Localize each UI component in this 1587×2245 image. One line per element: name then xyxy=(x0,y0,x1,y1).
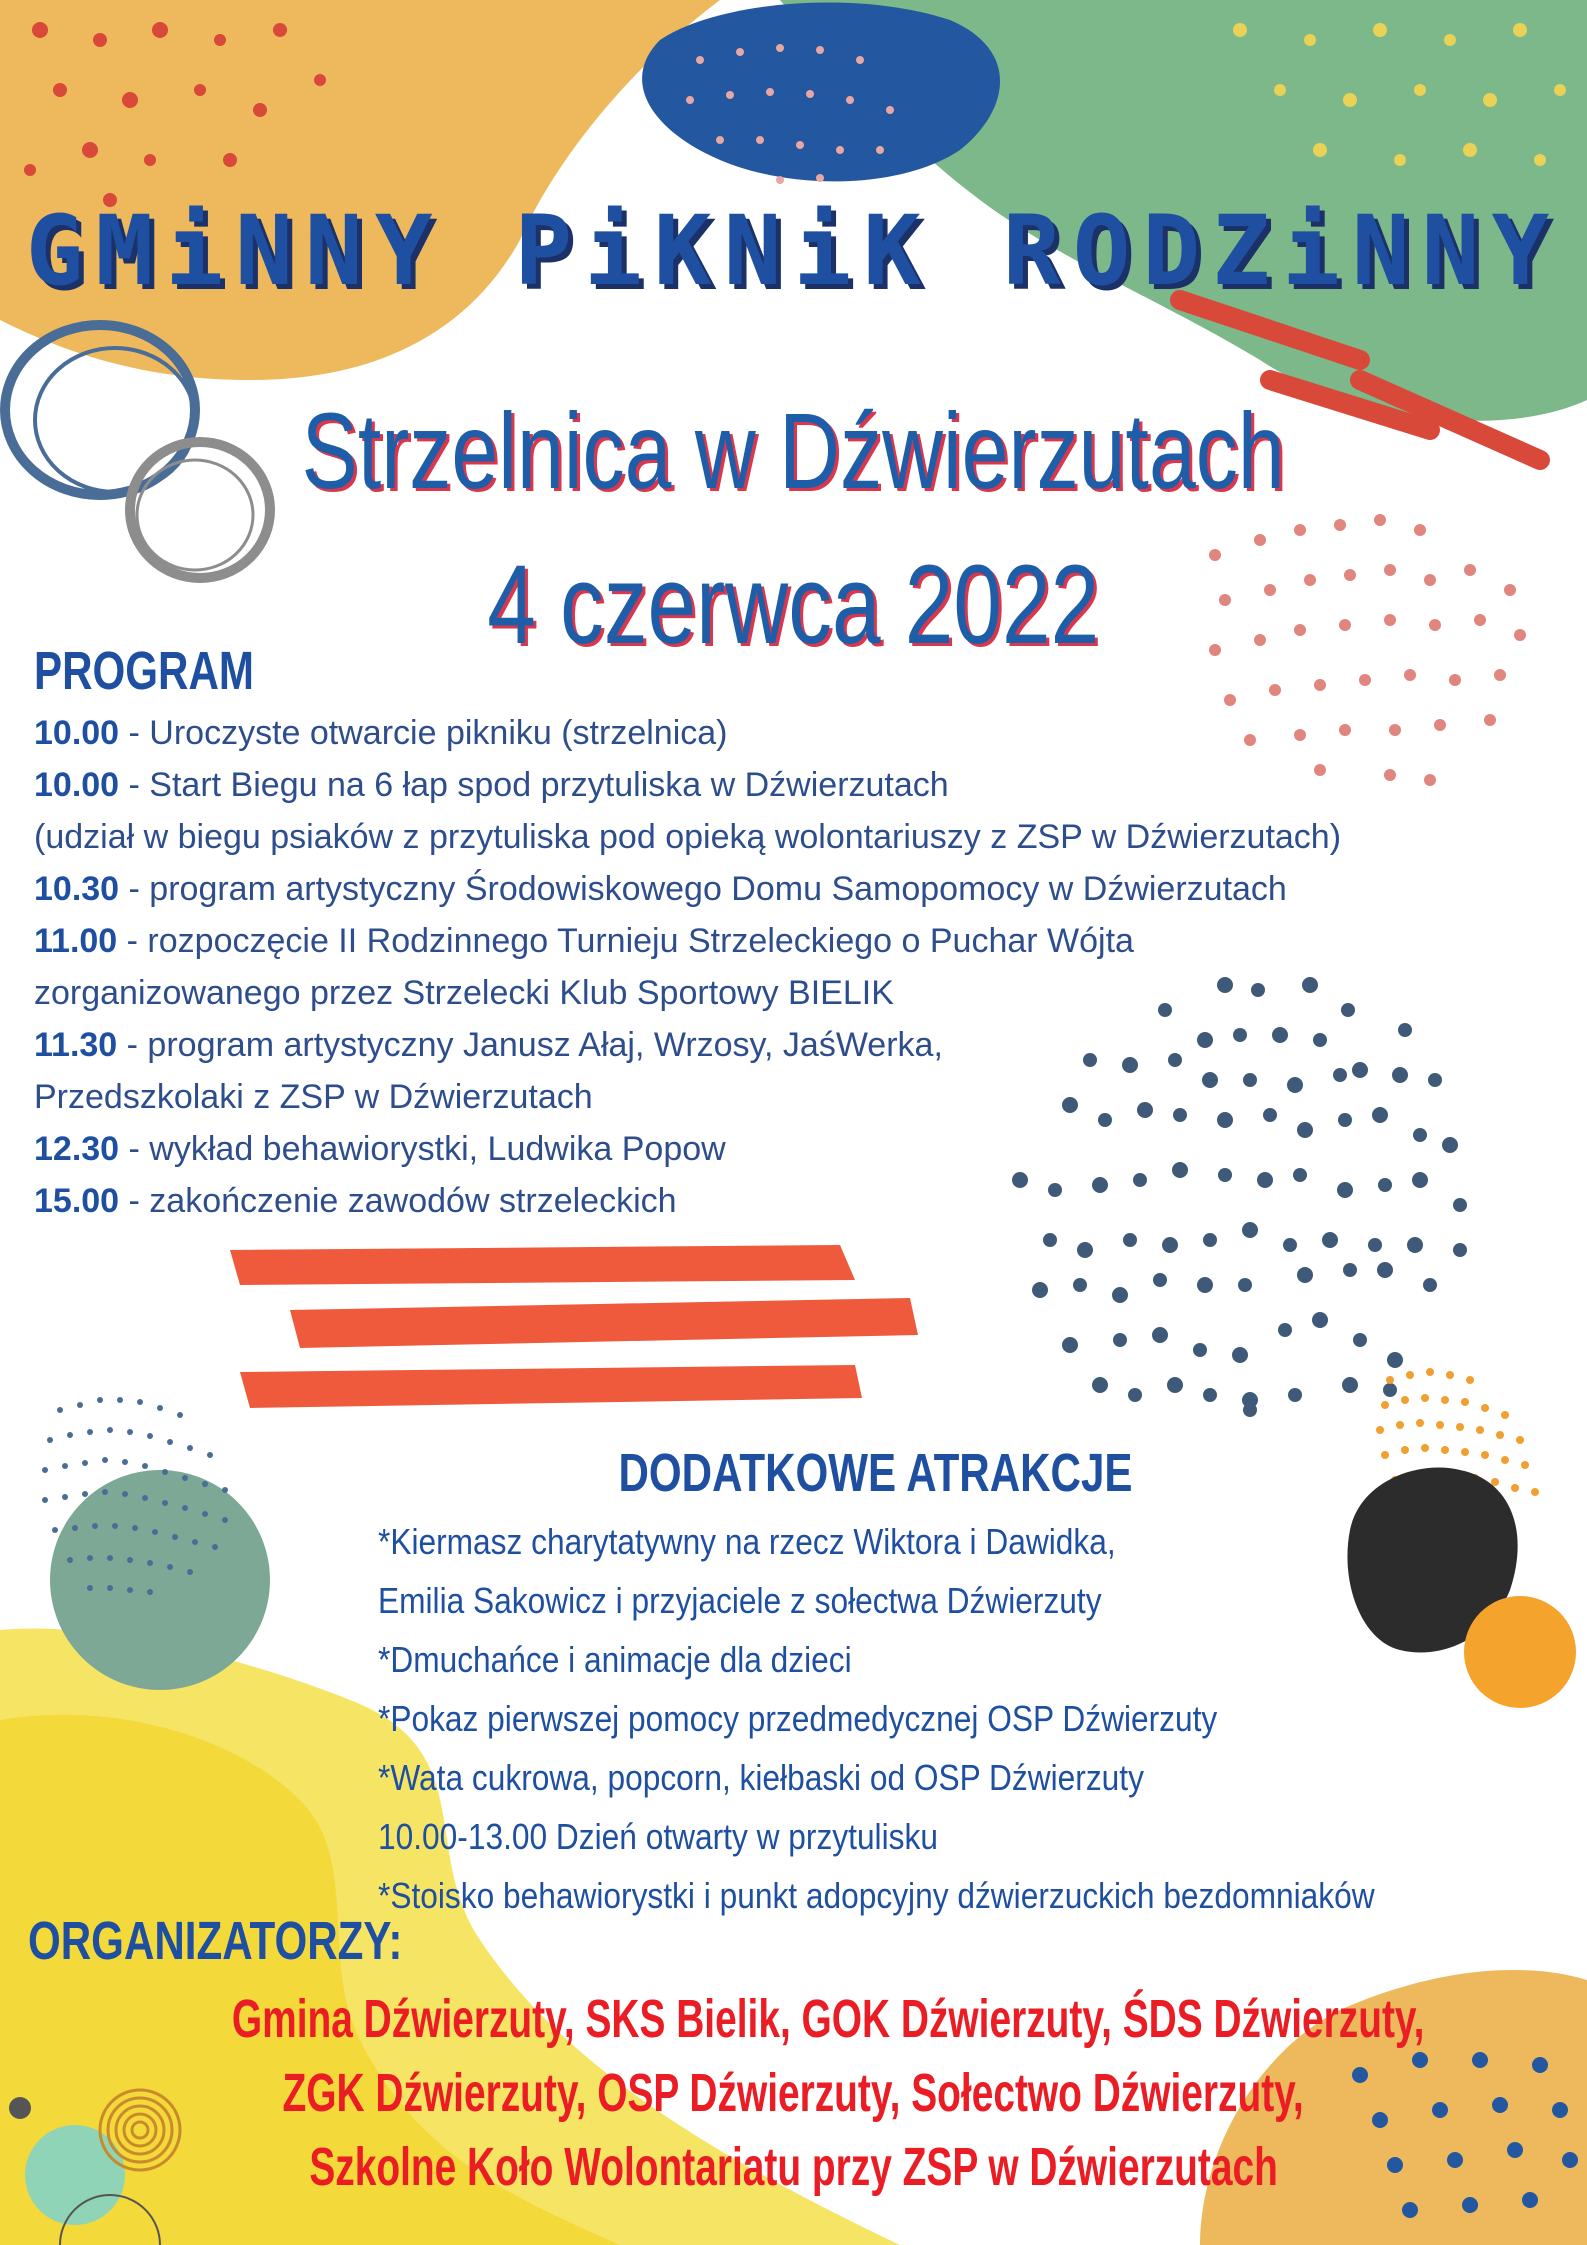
stripe-mid-2 xyxy=(290,1298,918,1348)
extras-item: 10.00-13.00 Dzień otwarty w przytulisku xyxy=(378,1816,938,1857)
navy-blob-top xyxy=(642,3,1000,182)
stripe-mid-1 xyxy=(230,1245,855,1285)
program-item-text: - program artystyczny Janusz Ałaj, Wrzosy, JaśWerka, xyxy=(117,1026,943,1064)
organizers-list xyxy=(0,1982,1587,2204)
organizers-heading xyxy=(28,1910,508,1972)
organizers-line xyxy=(0,2056,1587,2130)
program-item-text: - program artystyczny Środowiskowego Domu Samopomocy w Dźwierzutach xyxy=(119,870,1287,908)
extras-item: *Stoisko behawiorystki i punkt adopcyjny dźwierzuckich bezdomniaków xyxy=(378,1875,1375,1916)
extras-item: *Dmuchańce i animacje dla dzieci xyxy=(378,1639,852,1680)
extras-item: *Pokaz pierwszej pomocy przedmedycznej OSP Dźwierzuty xyxy=(378,1698,1218,1739)
program-item-text: - zakończenie zawodów strzeleckich xyxy=(119,1182,677,1220)
program-item xyxy=(34,863,1341,915)
extras-item: *Wata cukrowa, popcorn, kiełbaski od OSP Dźwierzuty xyxy=(378,1757,1144,1798)
organizers-line xyxy=(0,2130,1587,2204)
event-date-text: 4 czerwca 2022 xyxy=(487,542,1100,667)
organizers-line-text: Szkolne Koło Wolontariatu przy ZSP w Dźwierzutach xyxy=(309,2137,1278,2197)
organizers-line-text: Gmina Dźwierzuty, SKS Bielik, GOK Dźwierzuty, ŚDS Dźwierzuty, xyxy=(231,1989,1425,2049)
program-item-continuation: (udział w biegu psiaków z przytuliska pod opieką wolontariuszy z ZSP w Dźwierzutach) xyxy=(34,818,1342,856)
program-item xyxy=(34,759,1341,811)
program-heading-text: PROGRAM xyxy=(34,641,254,701)
program-item-text: - Start Biegu na 6 łap spod przytuliska w Dźwierzutach xyxy=(119,766,949,804)
program-item-time: 10.30 xyxy=(34,870,120,908)
extras-heading-text: DODATKOWE ATRAKCJE xyxy=(618,1443,1132,1503)
program-item-time: 12.30 xyxy=(34,1130,120,1168)
program-item-time: 10.00 xyxy=(34,714,120,752)
extras-heading xyxy=(0,1442,1587,1504)
organizers-line xyxy=(0,1982,1587,2056)
program-item-time: 15.00 xyxy=(34,1182,120,1220)
program-item-text: - Uroczyste otwarcie pikniku (strzelnica) xyxy=(119,714,728,752)
event-title: GMiNNY PiKNiK RODZiNNY xyxy=(25,195,1562,307)
extras-item: Emilia Sakowicz i przyjaciele z sołectwa Dźwierzuty xyxy=(378,1580,1102,1621)
extras-list xyxy=(378,1512,1511,1925)
organizers-line-text: ZGK Dźwierzuty, OSP Dźwierzuty, Sołectwo Dźwierzuty, xyxy=(282,2063,1305,2123)
program-item-continuation: zorganizowanego przez Strzelecki Klub Sportowy BIELIK xyxy=(34,974,894,1012)
program-item xyxy=(34,1019,1341,1071)
venue-name xyxy=(0,388,1587,513)
stripe-mid-3 xyxy=(240,1365,862,1408)
program-item xyxy=(34,1123,1341,1175)
program-item-time: 10.00 xyxy=(34,766,120,804)
extras-item: *Kiermasz charytatywny na rzecz Wiktora i Dawidka, xyxy=(378,1521,1116,1562)
program-item-time: 11.00 xyxy=(34,922,118,960)
program-item-text: - wykład behawiorystki, Ludwika Popow xyxy=(119,1130,726,1168)
program-list xyxy=(34,707,1341,1227)
program-item-continuation: Przedszkolaki z ZSP w Dźwierzutach xyxy=(34,1078,593,1116)
program-item xyxy=(34,707,1341,759)
program-item xyxy=(34,1175,1341,1227)
venue-name-text: Strzelnica w Dźwierzutach xyxy=(301,390,1286,511)
program-item-text: - rozpoczęcie II Rodzinnego Turnieju Strzeleckiego o Puchar Wójta xyxy=(117,922,1134,960)
program-item-time: 11.30 xyxy=(34,1026,118,1064)
program-item xyxy=(34,915,1341,967)
organizers-heading-text: ORGANIZATORZY: xyxy=(28,1911,403,1971)
program-heading xyxy=(34,640,316,702)
